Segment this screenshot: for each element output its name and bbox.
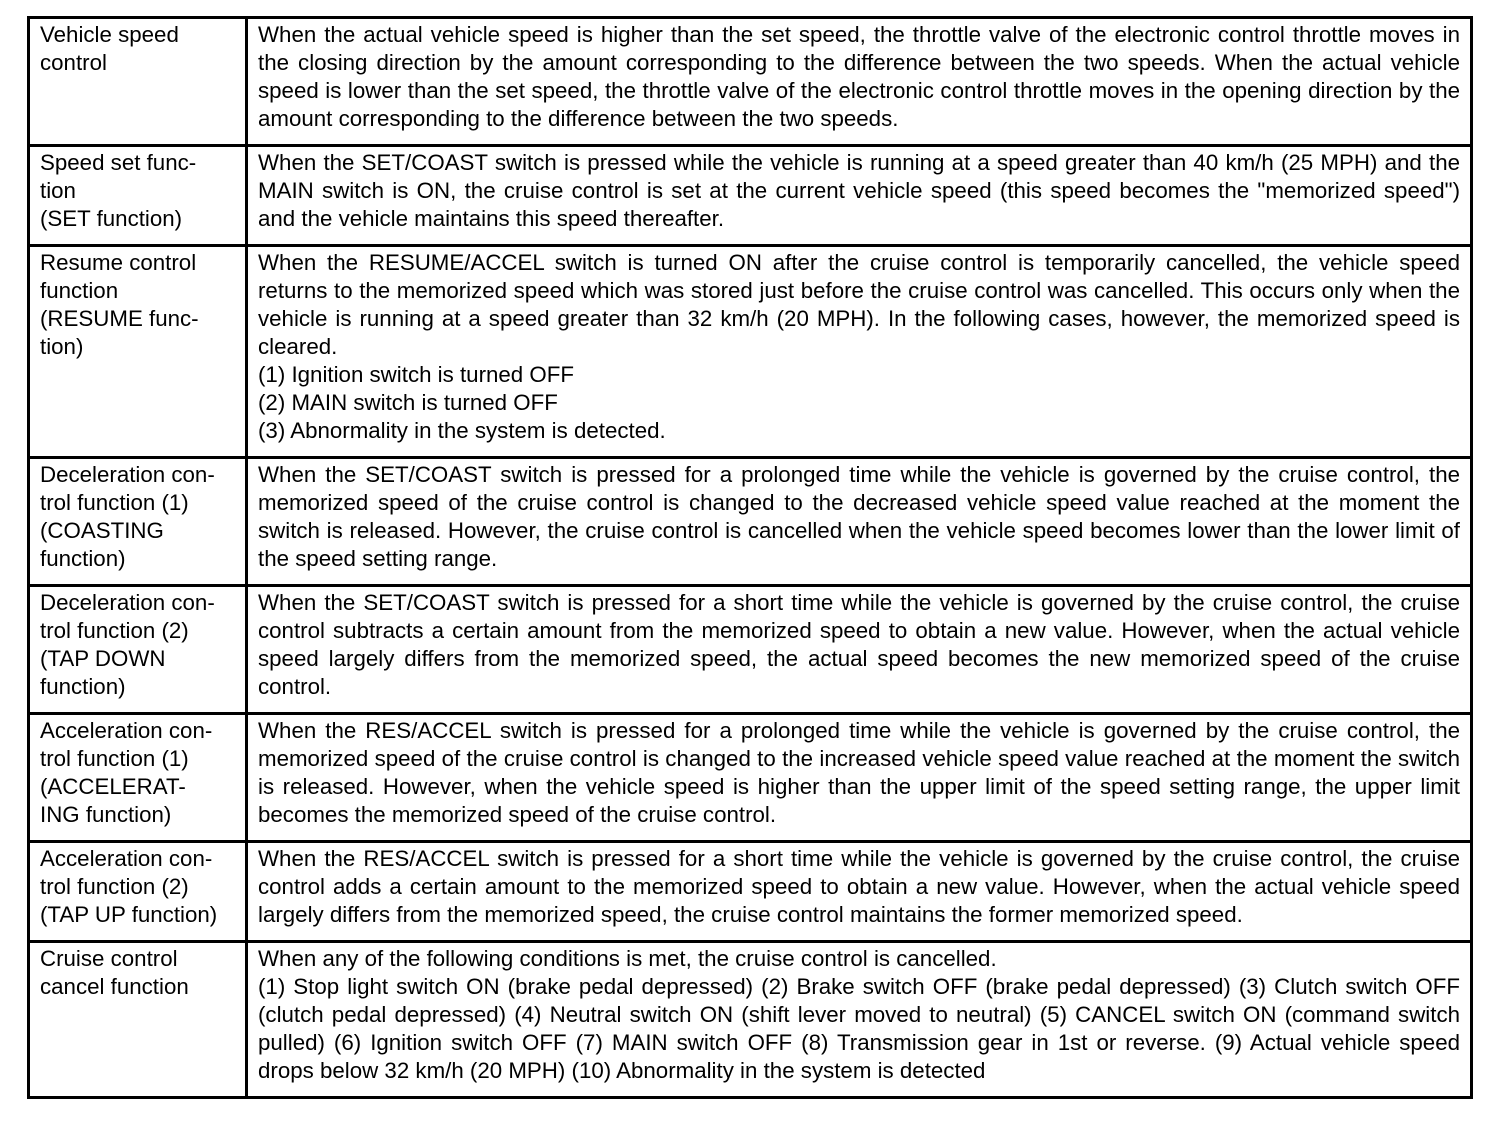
table-row <box>29 458 1472 586</box>
function-description-cell: When the SET/COAST switch is pressed for a prolonged time while the vehicle is governed by the cruise control, the memorized speed of the cruise control is changed to the decreased vehicle speed value reached at the moment the switch is released. However, the cruise control is cancelled when the vehicle speed becomes lower than the lower limit of the speed setting range. <box>247 458 1472 586</box>
function-description-cell: When the RES/ACCEL switch is pressed for a short time while the vehicle is governed by the cruise control, the cruise control adds a certain amount to the memorized speed to obtain a new value. However, when the actual vehicle speed largely differs from the memorized speed, the cruise control maintains the former memorized speed. <box>247 842 1472 942</box>
cruise-control-function-table <box>27 16 1473 1099</box>
function-name-cell: Deceleration con- trol function (2) (TAP DOWN function) <box>29 586 247 714</box>
table-row <box>29 586 1472 714</box>
function-description-cell: When the RESUME/ACCEL switch is turned ON after the cruise control is temporarily cancelled, the vehicle speed returns to the memorized speed which was stored just before the cruise control was cancelled. This occurs only when the vehicle is running at a speed greater than 32 km/h (20 MPH). In the following cases, however, the memorized speed is cleared. (1) Ignition switch is turned OFF (2) MAIN switch is turned OFF (3) Abnormality in the system is detected. <box>247 246 1472 458</box>
function-name-cell: Cruise control cancel function <box>29 942 247 1098</box>
function-name-cell: Resume control function (RESUME func- tion) <box>29 246 247 458</box>
table-row <box>29 714 1472 842</box>
function-description-cell: When the actual vehicle speed is higher than the set speed, the throttle valve of the electronic control throttle moves in the closing direction by the amount corresponding to the difference between the two speeds. When the actual vehicle speed is lower than the set speed, the throttle valve of the electronic control throttle moves in the opening direction by the amount corresponding to the difference between the two speeds. <box>247 18 1472 146</box>
table-row <box>29 146 1472 246</box>
function-name-cell: Vehicle speed control <box>29 18 247 146</box>
function-description-cell: When the SET/COAST switch is pressed while the vehicle is running at a speed greater than 40 km/h (25 MPH) and the MAIN switch is ON, the cruise control is set at the current vehicle speed (this speed becomes the "memorized speed") and the vehicle maintains this speed thereafter. <box>247 146 1472 246</box>
function-name-cell: Deceleration con- trol function (1) (COASTING function) <box>29 458 247 586</box>
function-name-cell: Acceleration con- trol function (1) (ACCELERAT- ING function) <box>29 714 247 842</box>
table-row <box>29 842 1472 942</box>
function-name-cell: Acceleration con- trol function (2) (TAP UP function) <box>29 842 247 942</box>
function-name-cell: Speed set func- tion (SET function) <box>29 146 247 246</box>
function-description-cell: When the RES/ACCEL switch is pressed for a prolonged time while the vehicle is governed by the cruise control, the memorized speed of the cruise control is changed to the increased vehicle speed value reached at the moment the switch is released. However, when the vehicle speed is higher than the upper limit of the speed setting range, the upper limit becomes the memorized speed of the cruise control. <box>247 714 1472 842</box>
function-description-cell: When any of the following conditions is met, the cruise control is cancelled. (1) Stop light switch ON (brake pedal depressed) (2) Brake switch OFF (brake pedal depressed) (3) Clutch switch OFF (clutch pedal depressed) (4) Neutral switch ON (shift lever moved to neutral) (5) CANCEL switch ON (command switch pulled) (6) Ignition switch OFF (7) MAIN switch OFF (8) Transmission gear in 1st or reverse. (9) Actual vehicle speed drops below 32 km/h (20 MPH) (10) Abnormality in the system is detected <box>247 942 1472 1098</box>
table-row <box>29 942 1472 1098</box>
function-description-cell: When the SET/COAST switch is pressed for a short time while the vehicle is governed by the cruise control, the cruise control subtracts a certain amount from the memorized speed to obtain a new value. However, when the actual vehicle speed largely differs from the memorized speed, the actual speed becomes the new memorized speed of the cruise control. <box>247 586 1472 714</box>
table-row <box>29 246 1472 458</box>
table-row <box>29 18 1472 146</box>
